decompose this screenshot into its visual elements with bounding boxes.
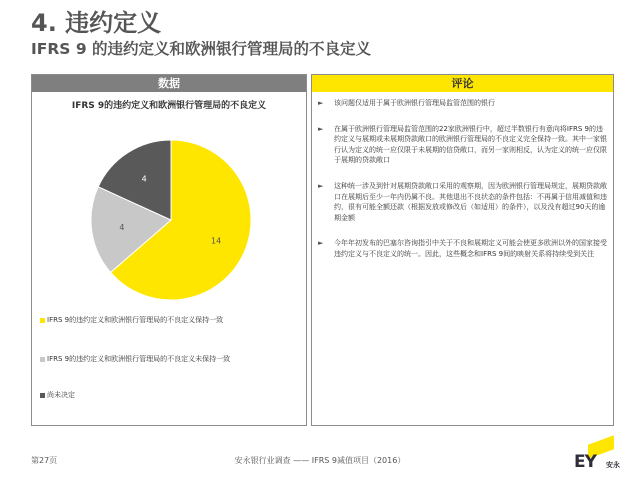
ey-logo	[572, 440, 622, 472]
footer-caption: 安永银行业调查 —— IFRS 9减值项目（2016）	[234, 456, 406, 465]
legend-swatch-undecided	[40, 393, 45, 398]
legend-label-aligned: IFRS 9的违约定义和欧洲银行管理局的不良定义保持一致	[47, 316, 224, 324]
legend-label-undecided: 尚未决定	[47, 391, 75, 399]
pie-chart	[32, 113, 306, 313]
comment-item	[318, 181, 608, 223]
comment-item	[318, 98, 608, 109]
comment-item	[318, 238, 608, 259]
legend-item-aligned	[40, 315, 223, 325]
logo-text: EY	[574, 452, 596, 472]
slide-title: 4. 违约定义	[31, 9, 162, 37]
comment-list	[318, 98, 608, 275]
comment-text: 今年年初发布的巴塞尔咨询指引中关于不良和展期定义可能会使更多欧洲以外的国家接受违约定义与不良定义的统一。因此，这些概念和IFRS 9间的映射关系将持续受到关注	[334, 239, 607, 258]
pie-data-label-1: 4	[119, 223, 125, 233]
triangle-bullet-icon: ►	[318, 124, 324, 133]
pie-data-label-2: 4	[141, 174, 147, 184]
data-panel-header: 数据	[32, 75, 306, 92]
triangle-bullet-icon: ►	[318, 181, 324, 190]
legend-item-not-aligned	[40, 354, 230, 364]
triangle-bullet-icon: ►	[318, 99, 324, 107]
logo-subtext: 安永	[606, 461, 620, 469]
legend-swatch-not-aligned	[40, 357, 45, 362]
legend-swatch-aligned	[40, 318, 45, 323]
comments-panel-header: 评论	[312, 75, 613, 92]
pie-data-label-0: 14	[211, 236, 222, 246]
page-number: 第27页	[31, 456, 58, 465]
triangle-bullet-icon: ►	[318, 239, 324, 248]
chart-title: IFRS 9的违约定义和欧洲银行管理局的不良定义	[71, 101, 267, 111]
data-panel	[31, 74, 307, 426]
slide-subtitle: IFRS 9 的违约定义和欧洲银行管理局的不良定义	[31, 40, 372, 58]
comment-text: 在属于欧洲银行管理局监管范围的22家欧洲银行中，超过半数银行有意向将IFRS 9的违约定义与展期或未展期贷款敞口的欧洲银行管理局的不良定义完全保持一致。其中一家银行认为定义的统一应仅限于未展期的信贷敞口，而另一家则相反，认为定义的统一应仅限于展期的贷款敞口	[334, 124, 607, 165]
comment-text: 该问题仅适用于属于欧洲银行管理局监管范围的银行	[334, 99, 495, 107]
legend-label-not-aligned: IFRS 9的违约定义和欧洲银行管理局的不良定义未保持一致	[47, 355, 231, 363]
comments-panel	[311, 74, 614, 426]
legend-item-undecided	[40, 390, 75, 400]
comment-text: 这种统一涉及到针对展期贷款敞口采用的观察期，因为欧洲银行管理局规定，展期贷款敞口在展期后至少一年内仍属不良。其他退出不良状态的条件包括：不再属于信用减值和违约，很有可能全额还款（根据发放或修改后（如适用）的条件），以及没有超过90天的逾期金额	[334, 181, 607, 222]
comment-item	[318, 124, 608, 166]
